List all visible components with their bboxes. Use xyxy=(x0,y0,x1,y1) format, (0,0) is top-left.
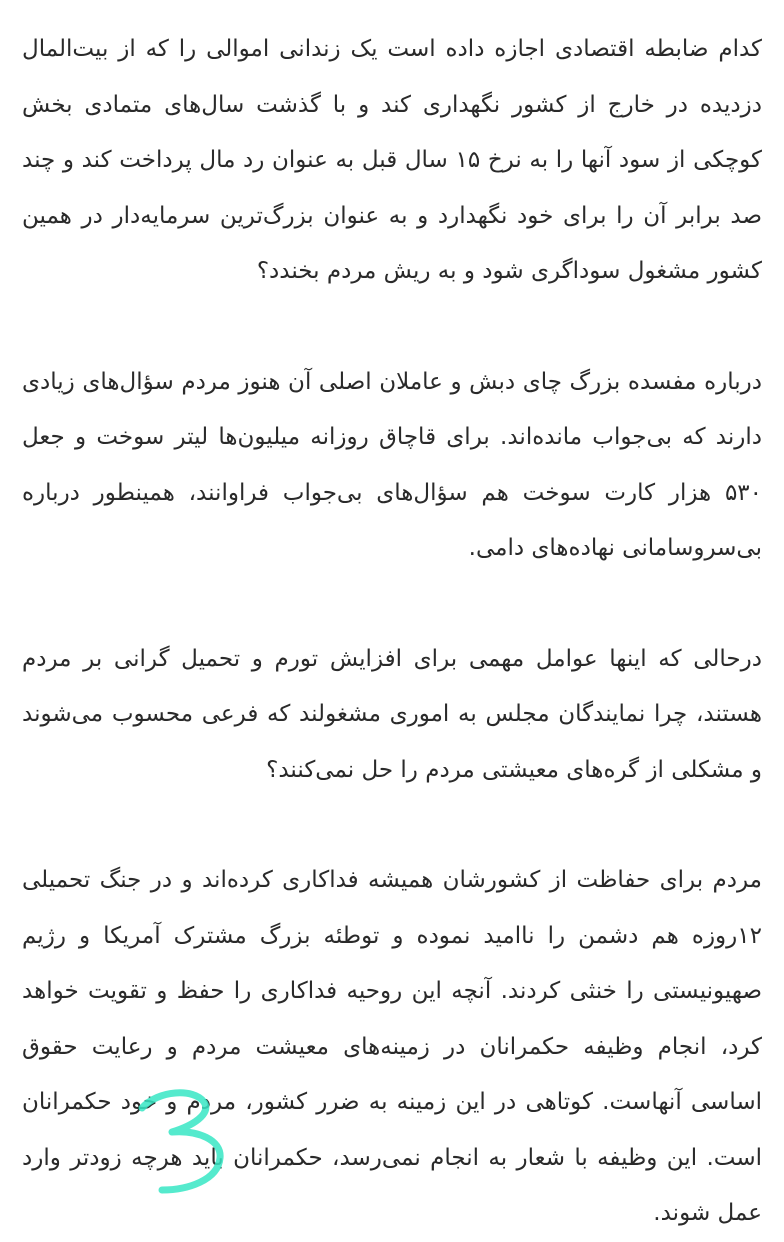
paragraph-1: کدام ضابطه اقتصادی اجازه داده است یک زندانی اموالی را که از بیت‌المال دزدیده در خارج از کشور نگهداری کند و با گذشت سال‌های متمادی بخش کوچکی از سود آنها را به نرخ ۱۵ سال قبل به عنوان رد مال پرداخت کند و چند صد برابر آن را برای خود نگهدارد و به عنوان بزرگ‌ترین سرمایه‌دار در همین کشور مشغول سوداگری شود و به ریش مردم بخندد؟ xyxy=(22,36,763,284)
paragraph-4: مردم برای حفاظت از کشورشان همیشه فداکاری کرده‌اند و در جنگ تحمیلی ۱۲روزه هم دشمن را ناامید نموده و توطئه بزرگ مشترک آمریکا و رژیم صهیونیستی را خنثی کردند. آنچه این روحیه فداکاری را حفظ و تقویت خواهد کرد، انجام وظیفه حکمرانان در زمینه‌های معیشت مردم و رعایت حقوق اساسی آنهاست. کوتاهی در این زمینه به ضرر کشور، مردم و خود حکمرانان است. این وظیفه با شعار به انجام نمی‌رسد، حکمرانان باید هرچه زودتر وارد عمل شوند. xyxy=(22,867,762,1226)
paragraph-3: درحالی که اینها عوامل مهمی برای افزایش تورم و تحمیل گرانی بر مردم هستند، چرا نمایندگان مجلس به اموری مشغولند که فرعی محسوب می‌شوند و مشکلی از گره‌های معیشتی مردم را حل نمی‌کنند؟ xyxy=(22,645,762,783)
article-body xyxy=(22,22,762,1242)
paragraph-2: درباره مفسده بزرگ چای دبش و عاملان اصلی آن هنوز مردم سؤال‌های زیادی دارند که بی‌جواب مانده‌اند. برای قاچاق روزانه میلیون‌ها لیتر سوخت و جعل ۵۳۰ هزار کارت سوخت هم سؤال‌های بی‌جواب فراوانند، همینطور درباره بی‌سروسامانی نهاده‌های دامی. xyxy=(22,368,762,561)
